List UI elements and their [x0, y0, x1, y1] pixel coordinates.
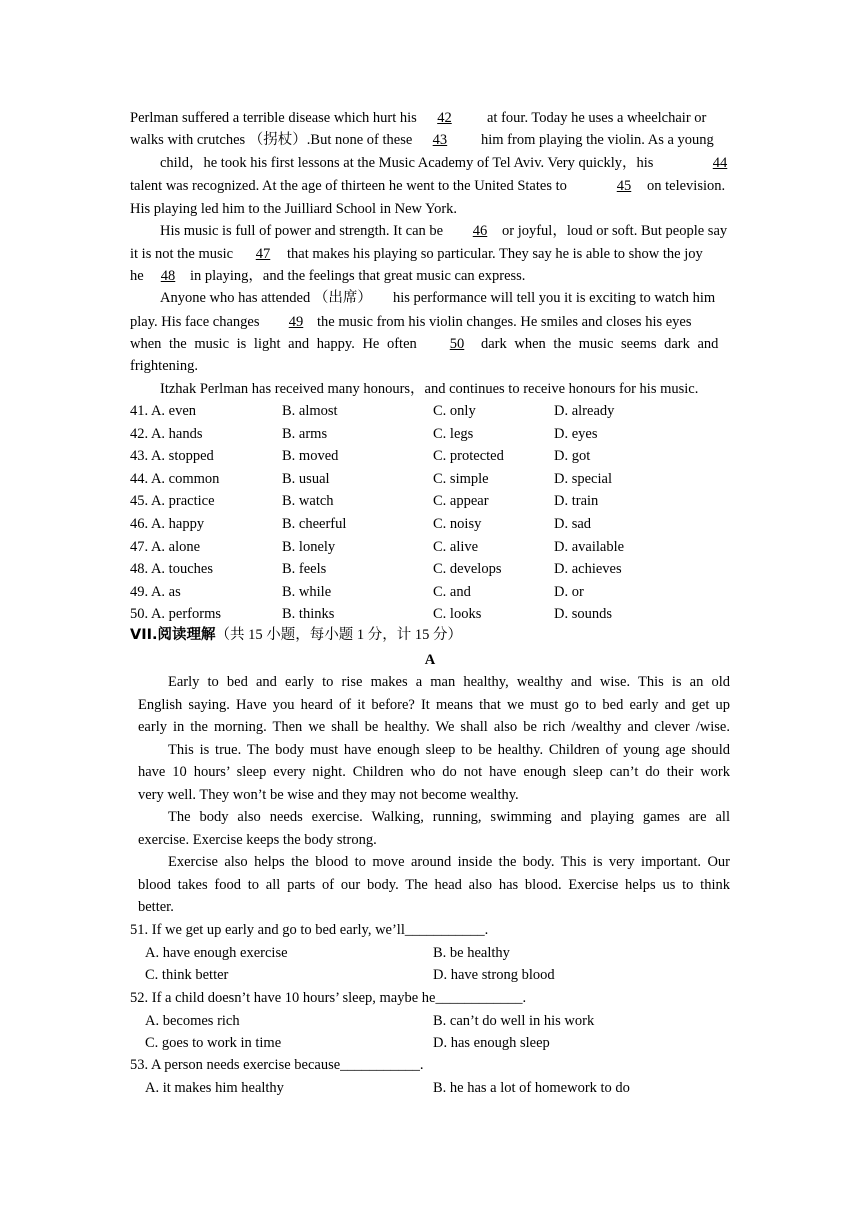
- blank-number: 47: [255, 246, 271, 262]
- cloze-text: him from playing the violin. As a young: [481, 132, 714, 148]
- option-choice: 49. A. as: [130, 584, 181, 600]
- cloze-line: [647, 177, 725, 195]
- cloze-line: [487, 109, 706, 127]
- cloze-line: [130, 245, 233, 263]
- option-choice: D. eyes: [554, 426, 598, 442]
- option-choice: 44. A. common: [130, 471, 220, 487]
- cloze-line: [154, 267, 182, 285]
- blank-number: 50: [449, 336, 465, 352]
- option-choice: 48. A. touches: [130, 561, 213, 577]
- option-choice: B. almost: [282, 403, 338, 419]
- option-choice: 43. A. stopped: [130, 448, 214, 464]
- passage-label: A: [424, 652, 436, 668]
- cloze-text: talent was recognized. At the age of thirteen he went to the United States to: [130, 178, 567, 194]
- option-choice: 41. A. even: [130, 403, 197, 419]
- cloze-line: [287, 245, 703, 263]
- option-choice: B. feels: [282, 561, 327, 577]
- cloze-text: or joyful，loud or soft. But people say: [502, 223, 728, 239]
- reading-line: very well. They won’t be wise and they may not become wealthy.: [138, 787, 519, 803]
- cloze-line: [160, 289, 372, 307]
- option-choice: C. only: [433, 403, 476, 419]
- option-choice: B. usual: [282, 471, 330, 487]
- question-option: B. can’t do well in his work: [433, 1013, 595, 1029]
- blank-number: 49: [288, 314, 304, 330]
- option-choice: D. train: [554, 493, 599, 509]
- reading-line: better.: [138, 899, 174, 915]
- cloze-line: [130, 200, 457, 218]
- question-53: 53. A person needs exercise because___________.: [130, 1057, 424, 1073]
- blank-number: 42: [437, 110, 452, 126]
- option-choice: C. protected: [433, 448, 504, 464]
- option-choice: 45. A. practice: [130, 493, 215, 509]
- cloze-line: [710, 154, 730, 172]
- cloze-text: at four. Today he uses a wheelchair or: [487, 110, 707, 126]
- reading-line: blood takes food to all parts of our body. The head also has blood. Exercise helps us to think: [138, 877, 730, 893]
- question-option: C. think better: [145, 967, 229, 983]
- reading-line: The body also needs exercise. Walking, running, swimming and playing games are all: [168, 809, 730, 825]
- cloze-line: [249, 245, 277, 263]
- reading-line: Early to bed and early to rise makes a man healthy, wealthy and wise. This is an old: [168, 674, 730, 690]
- option-choice: D. achieves: [554, 561, 622, 577]
- option-choice: D. sad: [554, 516, 592, 532]
- option-choice: C. alive: [433, 539, 479, 555]
- reading-line: have 10 hours’ sleep every night. Children who do not have enough sleep can’t do their work: [138, 764, 730, 780]
- cloze-line: [481, 131, 714, 149]
- option-choice: D. got: [554, 448, 591, 464]
- option-choice: 46. A. happy: [130, 516, 205, 532]
- cloze-text: it is not the music: [130, 246, 234, 262]
- cloze-text: dark when the music seems dark and: [481, 336, 719, 352]
- question-option: A. it makes him healthy: [145, 1080, 284, 1096]
- cloze-line: [160, 222, 443, 240]
- option-choice: D. sounds: [554, 606, 613, 622]
- cloze-line: [610, 177, 638, 195]
- cloze-text: that makes his playing so particular. They say he is able to show the joy: [287, 246, 703, 262]
- option-choice: B. lonely: [282, 539, 336, 555]
- reading-line: This is true. The body must have enough sleep to be healthy. Children of young age should: [168, 742, 730, 758]
- question-option: B. he has a lot of homework to do: [433, 1080, 630, 1096]
- reading-line: early in the morning. Then we shall be healthy. We shall also be rich /wealthy and clever /wise.: [138, 719, 730, 735]
- cloze-line: [502, 222, 727, 240]
- cloze-line: [481, 335, 718, 353]
- question-option: D. has enough sleep: [433, 1035, 550, 1051]
- cloze-line: [393, 289, 715, 307]
- reading-line: exercise. Exercise keeps the body strong.: [138, 832, 377, 848]
- cloze-text: child，he took his first lessons at the Music Academy of Tel Aviv. Very quickly，his: [160, 155, 654, 171]
- section-note: （共 15 小题，每小题 1 分，计 15 分）: [215, 627, 463, 643]
- question-52: 52. If a child doesn’t have 10 hours’ sleep, maybe he____________.: [130, 990, 527, 1006]
- option-choice: C. develops: [433, 561, 502, 577]
- cloze-text: His playing led him to the Juilliard School in New York.: [130, 201, 458, 217]
- cloze-line: [160, 154, 653, 172]
- cloze-text: Anyone who has attended （出席）: [160, 290, 372, 306]
- cloze-line: [130, 267, 144, 285]
- question-option: B. be healthy: [433, 945, 510, 961]
- cloze-text: on television.: [647, 178, 726, 194]
- question-51: 51. If we get up early and go to bed early, we’ll___________.: [130, 922, 489, 938]
- cloze-line: [130, 109, 468, 127]
- cloze-line: [160, 380, 698, 398]
- option-choice: 42. A. hands: [130, 426, 203, 442]
- option-choice: B. cheerful: [282, 516, 347, 532]
- cloze-line: [130, 357, 198, 375]
- option-choice: D. available: [554, 539, 625, 555]
- section-heading: [130, 626, 462, 644]
- section-title: VII.阅读理解: [130, 627, 216, 643]
- cloze-line: [130, 131, 464, 149]
- option-choice: C. and: [433, 584, 471, 600]
- question-option: C. goes to work in time: [145, 1035, 282, 1051]
- cloze-line: [130, 313, 260, 331]
- cloze-text: his performance will tell you it is exciting to watch him: [393, 290, 716, 306]
- blank-number: 46: [472, 223, 488, 239]
- cloze-line: [466, 222, 494, 240]
- cloze-text: play. His face changes: [130, 314, 260, 330]
- cloze-text: Itzhak Perlman has received many honours，and continues to receive honours for his music.: [160, 381, 699, 397]
- question-option: D. have strong blood: [433, 967, 555, 983]
- option-choice: B. arms: [282, 426, 328, 442]
- option-choice: 47. A. alone: [130, 539, 201, 555]
- blank-number: 44: [712, 155, 728, 171]
- cloze-text: walks with crutches （拐杖）.But none of these: [130, 132, 413, 148]
- cloze-text: in playing，and the feelings that great music can express.: [190, 268, 526, 284]
- cloze-text: Perlman suffered a terrible disease which hurt his: [130, 110, 417, 126]
- blank-number: 48: [160, 268, 176, 284]
- cloze-text: the music from his violin changes. He smiles and closes his eyes: [317, 314, 692, 330]
- option-choice: D. or: [554, 584, 584, 600]
- cloze-text: frightening.: [130, 358, 199, 374]
- question-option: A. becomes rich: [145, 1013, 240, 1029]
- option-choice: C. looks: [433, 606, 482, 622]
- cloze-line: [282, 313, 310, 331]
- option-choice: D. special: [554, 471, 612, 487]
- cloze-text: when the music is light and happy. He often: [130, 336, 417, 352]
- cloze-line: [130, 177, 567, 195]
- question-option: A. have enough exercise: [145, 945, 288, 961]
- option-choice: C. appear: [433, 493, 489, 509]
- cloze-line: [443, 335, 471, 353]
- cloze-text: he: [130, 268, 144, 284]
- option-choice: C. legs: [433, 426, 474, 442]
- reading-line: English saying. Have you heard of it before? It means that we must go to bed early and get up: [138, 697, 730, 713]
- blank-number: 43: [432, 132, 448, 148]
- cloze-text: His music is full of power and strength. It can be: [160, 223, 444, 239]
- reading-line: Exercise also helps the blood to move around inside the body. This is very important. Our: [168, 854, 730, 870]
- option-choice: B. while: [282, 584, 332, 600]
- option-choice: B. thinks: [282, 606, 335, 622]
- option-choice: D. already: [554, 403, 615, 419]
- option-choice: B. moved: [282, 448, 339, 464]
- cloze-line: [190, 267, 525, 285]
- option-choice: C. noisy: [433, 516, 482, 532]
- blank-number: 45: [616, 178, 632, 194]
- cloze-line: [317, 313, 692, 331]
- option-choice: B. watch: [282, 493, 334, 509]
- option-choice: C. simple: [433, 471, 489, 487]
- option-choice: 50. A. performs: [130, 606, 222, 622]
- cloze-line: [130, 335, 417, 353]
